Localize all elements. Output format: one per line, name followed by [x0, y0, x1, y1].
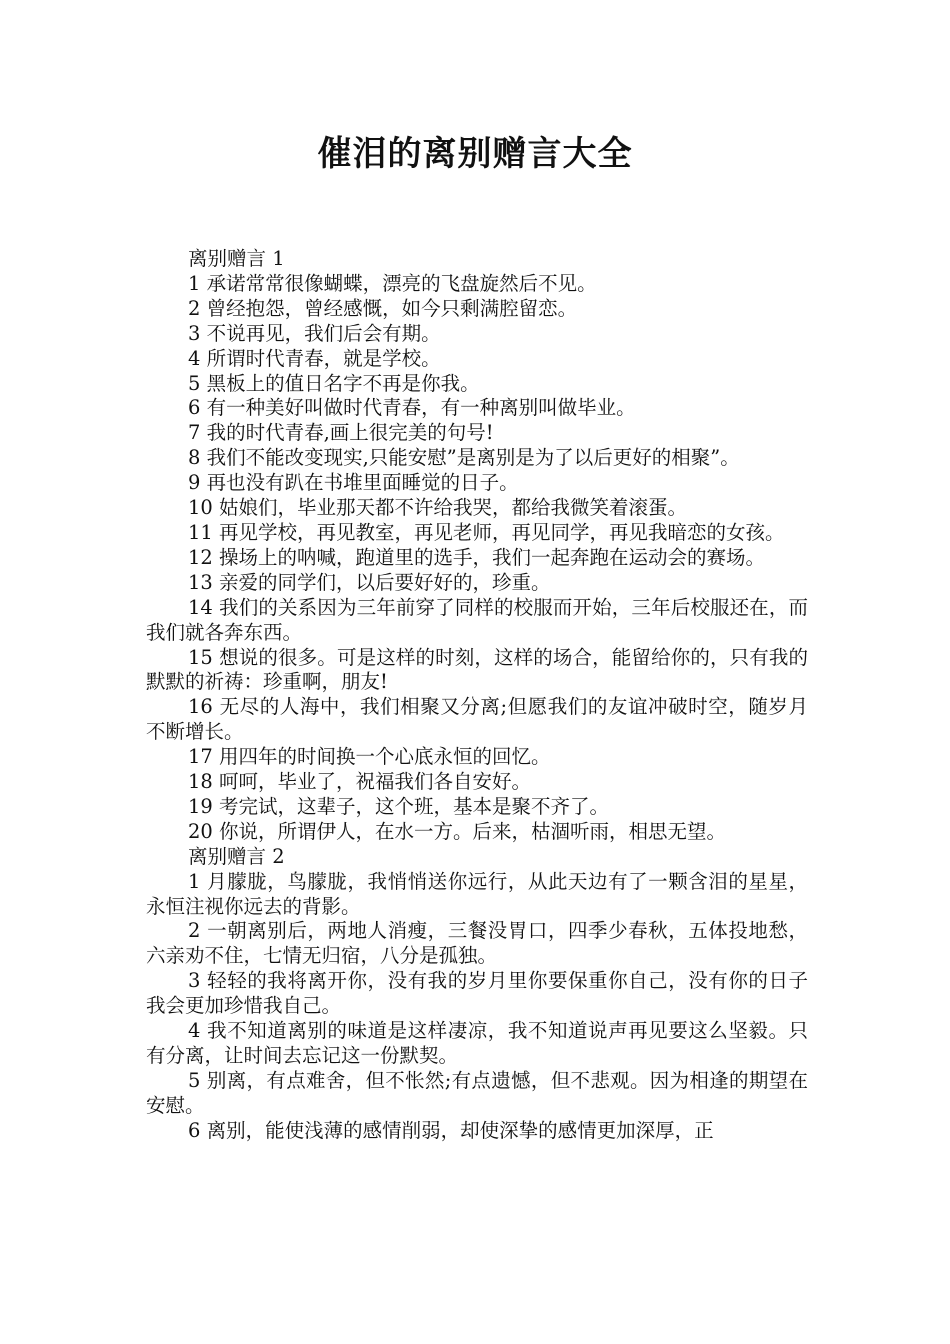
paragraph: 2 一朝离别后，两地人消瘦，三餐没胃口，四季少春秋，五体投地愁，六亲劝不住，七情无归宿，八分是孤独。	[146, 919, 808, 968]
paragraph: 6 有一种美好叫做时代青春，有一种离别叫做毕业。	[188, 396, 636, 420]
paragraph: 13 亲爱的同学们，以后要好好的，珍重。	[188, 570, 551, 594]
paragraph: 5 别离，有点难舍，但不怅然;有点遗憾，但不悲观。因为相逢的期望在安慰。	[146, 1068, 808, 1117]
paragraph-section-heading: 离别赠言 2	[188, 844, 285, 868]
paragraph: 10 姑娘们，毕业那天都不许给我哭，都给我微笑着滚蛋。	[188, 496, 688, 520]
paragraph: 15 想说的很多。可是这样的时刻，这样的场合，能留给你的，只有我的默默的祈祷：珍重啊，朋友!	[146, 645, 808, 694]
paragraph: 19 考完试，这辈子，这个班，基本是聚不齐了。	[188, 794, 610, 818]
paragraph-section-heading: 离别赠言 1	[188, 247, 285, 270]
paragraph: 3 轻轻的我将离开你，没有我的岁月里你要保重你自己，没有你的日子我会更加珍惜我自己。	[146, 969, 808, 1018]
paragraph: 20 你说，所谓伊人，在水一方。后来，枯涸听雨，相思无望。	[188, 819, 727, 843]
document-body	[146, 247, 808, 1144]
paragraph: 17 用四年的时间换一个心底永恒的回忆。	[188, 745, 551, 769]
paragraph: 14 我们的关系因为三年前穿了同样的校服而开始，三年后校服还在，而我们就各奔东西。	[146, 595, 808, 644]
paragraph: 3 不说再见，我们后会有期。	[188, 321, 441, 345]
paragraph: 8 我们不能改变现实,只能安慰”是离别是为了以后更好的相聚”。	[188, 446, 740, 470]
paragraph: 16 无尽的人海中，我们相聚又分离;但愿我们的友谊冲破时空，随岁月不断增长。	[146, 695, 808, 744]
paragraph: 4 我不知道离别的味道是这样凄凉，我不知道说声再见要这么坚毅。只有分离，让时间去忘记这一份默契。	[146, 1019, 808, 1067]
document-title: 催泪的离别赠言大全	[317, 134, 633, 174]
paragraph: 5 黑板上的值日名字不再是你我。	[188, 371, 480, 395]
paragraph: 9 再也没有趴在书堆里面睡觉的日子。	[188, 471, 519, 495]
paragraph: 7 我的时代青春,画上很完美的句号!	[188, 421, 494, 445]
paragraph: 1 月朦胧，鸟朦胧，我悄悄送你远行，从此天边有了一颗含泪的星星，永恒注视你远去的背影。	[146, 869, 808, 918]
paragraph: 6 离别，能使浅薄的感情削弱，却使深挚的感情更加深厚，正	[188, 1118, 714, 1142]
paragraph: 1 承诺常常很像蝴蝶，漂亮的飞盘旋然后不见。	[188, 271, 597, 295]
paragraph: 18 呵呵，毕业了，祝福我们各自安好。	[188, 770, 532, 794]
paragraph: 4 所谓时代青春，就是学校。	[188, 346, 441, 370]
paragraph: 2 曾经抱怨，曾经感慨，如今只剩满腔留恋。	[188, 296, 578, 320]
paragraph: 11 再见学校，再见教室，再见老师，再见同学，再见我暗恋的女孩。	[188, 520, 785, 544]
paragraph: 12 操场上的呐喊，跑道里的选手，我们一起奔跑在运动会的赛场。	[188, 545, 766, 569]
